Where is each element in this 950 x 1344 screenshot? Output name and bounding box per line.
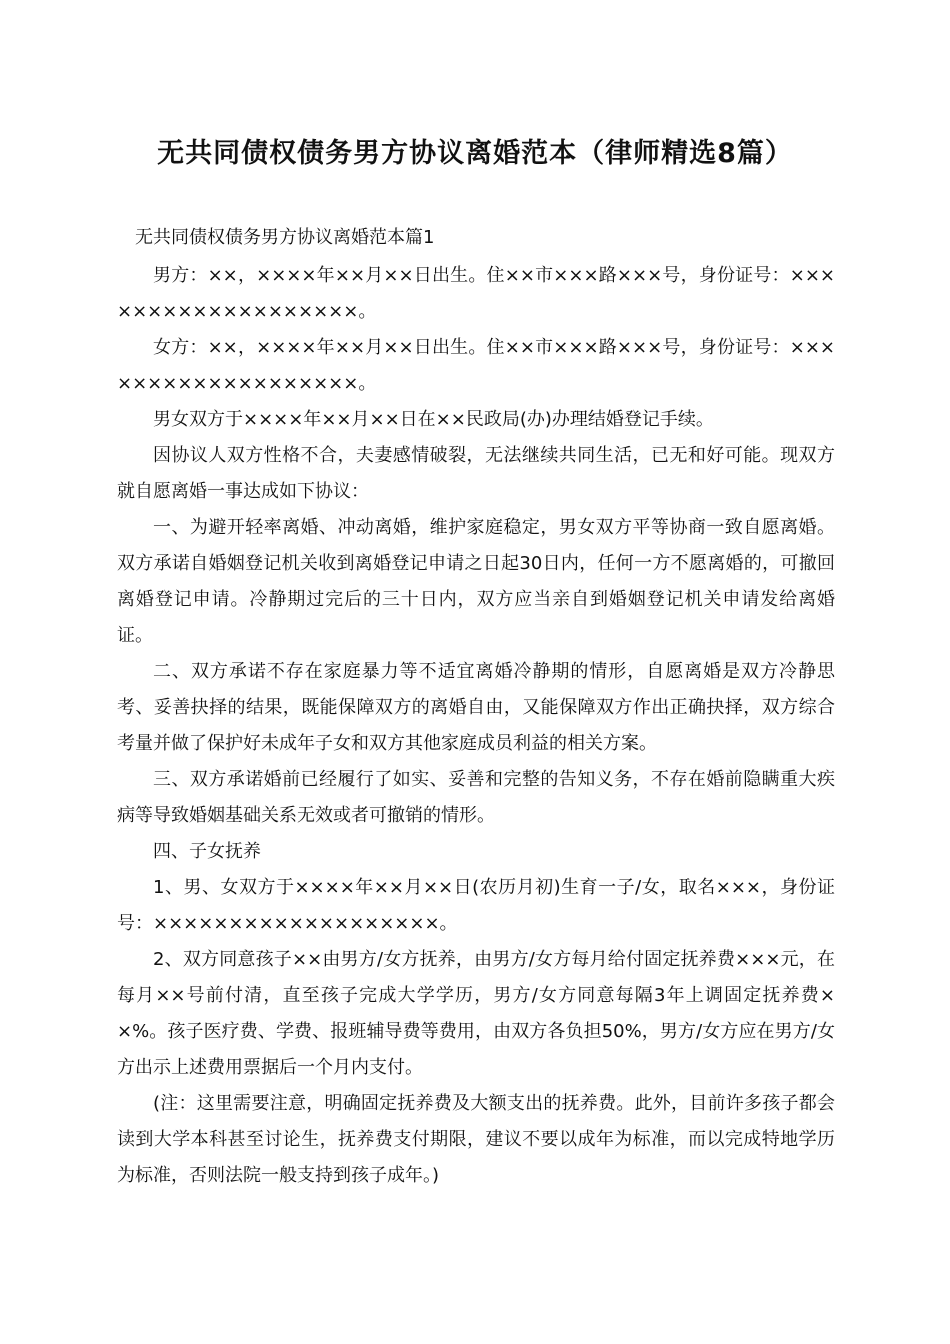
paragraph-child-birth: 1、男、女双方于××××年××月××日(农历月初)生育一子/女，取名×××，身份证号：×××××××××××××××××××。 bbox=[117, 877, 835, 934]
paragraph-clause-3: 三、双方承诺婚前已经履行了如实、妥善和完整的告知义务，不存在婚前隐瞒重大疾病等导致婚姻基础关系无效或者可撤销的情形。 bbox=[117, 769, 835, 826]
paragraph-marriage-registration: 男女双方于××××年××月××日在××民政局(办)办理结婚登记手续。 bbox=[153, 409, 714, 430]
paragraph-reason: 因协议人双方性格不合，夫妻感情破裂，无法继续共同生活，已无和好可能。现双方就自愿离婚一事达成如下协议： bbox=[117, 445, 835, 502]
paragraph-male-party: 男方：××，××××年××月××日出生。住××市×××路×××号，身份证号：×××××××××××××××××××。 bbox=[117, 265, 835, 322]
document-body bbox=[117, 258, 835, 1194]
paragraph-note: (注：这里需要注意，明确固定抚养费及大额支出的抚养费。此外，目前许多孩子都会读到大学本科甚至讨论生，抚养费支付期限，建议不要以成年为标准，而以完成特地学历为标准，否则法院一般支持到孩子成年。) bbox=[117, 1093, 835, 1186]
paragraph-female-party: 女方：××，××××年××月××日出生。住××市×××路×××号，身份证号：×××××××××××××××××××。 bbox=[117, 337, 835, 394]
paragraph-clause-1: 一、为避开轻率离婚、冲动离婚，维护家庭稳定，男女双方平等协商一致自愿离婚。双方承诺自婚姻登记机关收到离婚登记申请之日起30日内，任何一方不愿离婚的，可撤回离婚登记申请。冷静期过完后的三十日内，双方应当亲自到婚姻登记机关申请发给离婚证。 bbox=[117, 517, 835, 646]
paragraph-clause-2: 二、双方承诺不存在家庭暴力等不适宜离婚冷静期的情形，自愿离婚是双方冷静思考、妥善抉择的结果，既能保障双方的离婚自由，又能保障双方作出正确抉择，双方综合考量并做了保护好未成年子女和双方其他家庭成员利益的相关方案。 bbox=[117, 661, 835, 754]
document-title: 无共同债权债务男方协议离婚范本（律师精选8篇） bbox=[157, 138, 793, 169]
paragraph-child-support: 2、双方同意孩子××由男方/女方抚养，由男方/女方每月给付固定抚养费×××元，在每月××号前付清，直至孩子完成大学学历，男方/女方同意每隔3年上调固定抚养费××%。孩子医疗费、学费、报班辅导费等费用，由双方各负担50%，男方/女方应在男方/女方出示上述费用票据后一个月内支付。 bbox=[117, 949, 835, 1078]
paragraph-clause-4-heading: 四、子女抚养 bbox=[153, 841, 261, 862]
section-heading: 无共同债权债务男方协议离婚范本篇1 bbox=[135, 227, 435, 248]
